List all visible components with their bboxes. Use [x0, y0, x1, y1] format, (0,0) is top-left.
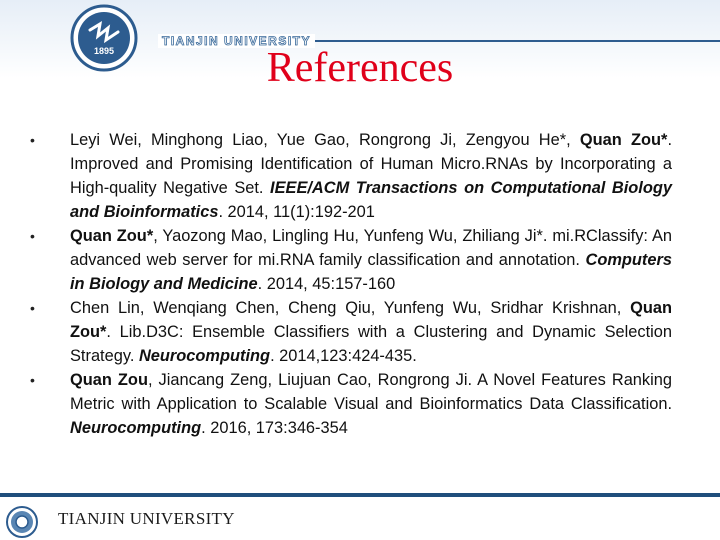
header-university-name: TIANJIN UNIVERSITY: [158, 34, 315, 48]
footer-logo-icon: [6, 506, 38, 538]
reference-item: [30, 128, 672, 224]
footer-university-name: TIANJIN UNIVERSITY: [58, 509, 235, 528]
reference-text: . 2014, 11(1):192-201: [218, 203, 375, 221]
reference-item: [30, 368, 672, 440]
reference-text: Chen Lin, Wenqiang Chen, Cheng Qiu, Yunfeng Wu, Sridhar Krishnan,: [70, 299, 631, 317]
reference-text: Leyi Wei, Minghong Liao, Yue Gao, Rongrong Ji, Zengyou He*,: [70, 131, 580, 149]
bullet-icon: •: [30, 300, 35, 316]
reference-item: [30, 296, 672, 368]
reference-list: [30, 128, 672, 440]
reference-text: . Improved and Promising Identification of Human Micro.RNAs by Incorporating a High-quality Negative Set.: [70, 131, 672, 197]
reference-author-highlight: Quan Zou*: [579, 131, 668, 149]
reference-journal: Computers in Biology and Medicine: [70, 251, 672, 293]
page-title: References: [266, 45, 454, 91]
reference-text: , Yaozong Mao, Lingling Hu, Yunfeng Wu, Zhiliang Ji*. mi.RClassify: An advanced web server for mi.RNA family classification and annotation.: [70, 227, 672, 269]
reference-journal: Neurocomputing: [70, 419, 202, 437]
reference-text: . 2016, 173:346-354: [201, 419, 348, 437]
reference-text: . 2014, 45:157-160: [257, 275, 396, 293]
footer-divider: [0, 493, 720, 497]
bullet-icon: •: [30, 372, 35, 388]
reference-author-highlight: Quan Zou: [70, 371, 148, 389]
reference-author-highlight: Quan Zou*: [70, 299, 672, 341]
reference-item: [30, 224, 672, 296]
bullet-icon: •: [30, 228, 35, 244]
reference-journal: IEEE/ACM Transactions on Computational Biology and Bioinformatics: [70, 179, 673, 221]
reference-text: . Lib.D3C: Ensemble Classifiers with a Clustering and Dynamic Selection Strategy.: [70, 323, 672, 365]
bullet-icon: •: [30, 132, 35, 148]
reference-journal: Neurocomputing: [138, 347, 271, 365]
logo-year: 1895: [93, 46, 115, 56]
reference-author-highlight: Quan Zou*: [70, 227, 154, 245]
reference-text: . 2014,123:424-435.: [270, 347, 417, 365]
reference-text: , Jiancang Zeng, Liujuan Cao, Rongrong Ji. A Novel Features Ranking Metric with Application to Scalable Visual and Bioinformatics Data Classification.: [70, 371, 672, 413]
